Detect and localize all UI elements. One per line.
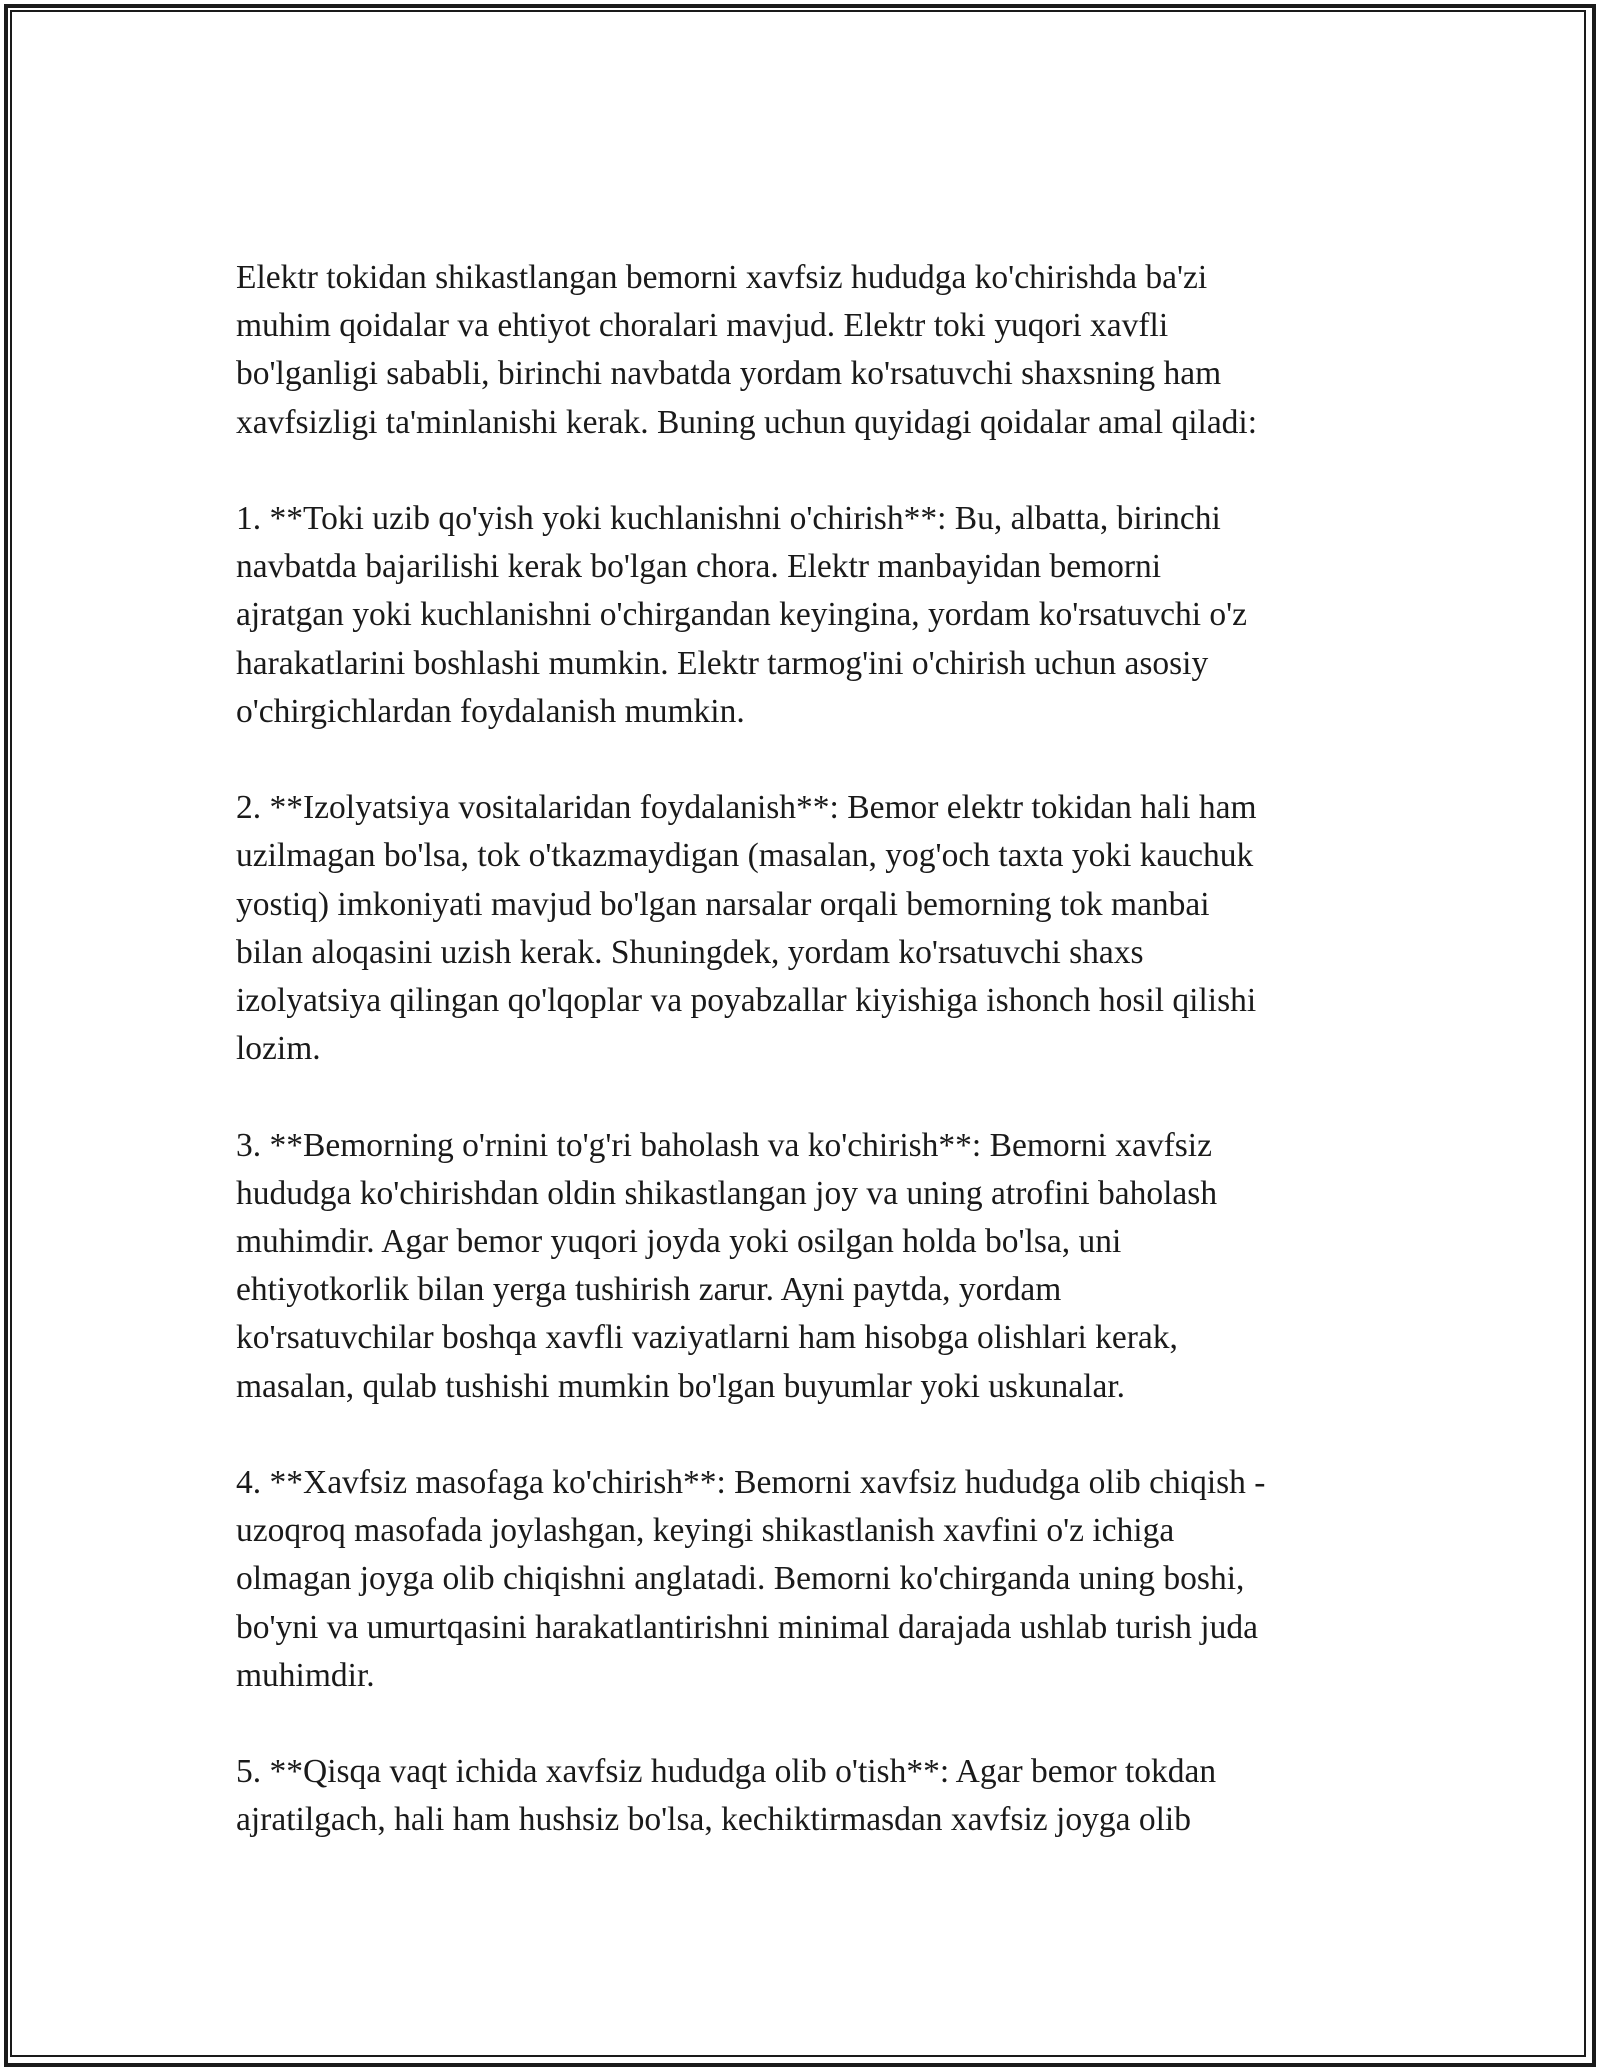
text-line: 3. **Bemorning o'rnini to'g'ri baholash va ko'chirish**: Bemorni xavfsiz bbox=[236, 1126, 1212, 1164]
text-line: masalan, qulab tushishi mumkin bo'lgan buyumlar yoki uskunalar. bbox=[236, 1367, 1126, 1405]
text-line: bilan aloqasini uzish kerak. Shuningdek, yordam ko'rsatuvchi shaxs bbox=[236, 933, 1144, 971]
text-line: ajratgan yoki kuchlanishni o'chirgandan keyingina, yordam ko'rsatuvchi o'z bbox=[236, 596, 1248, 634]
text-line: muhimdir. Agar bemor yuqori joyda yoki osilgan holda bo'lsa, uni bbox=[236, 1223, 1122, 1261]
text-line: hududga ko'chirishdan oldin shikastlangan joy va uning atrofini baholash bbox=[236, 1174, 1218, 1212]
text-line: 5. **Qisqa vaqt ichida xavfsiz hududga olib o'tish**: Agar bemor tokdan bbox=[236, 1753, 1217, 1791]
paragraph-item-2 bbox=[236, 784, 1396, 1073]
text-line: ehtiyotkorlik bilan yerga tushirish zarur. Ayni paytda, yordam bbox=[236, 1271, 1062, 1309]
text-line: olmagan joyga olib chiqishni anglatadi. Bemorni ko'chirganda uning boshi, bbox=[236, 1560, 1245, 1598]
text-line: muhimdir. bbox=[236, 1656, 375, 1694]
text-line: Elektr tokidan shikastlangan bemorni xavfsiz hududga ko'chirishda ba'zi bbox=[236, 259, 1208, 296]
text-line: 2. **Izolyatsiya vositalaridan foydalanish**: Bemor elektr tokidan hali ham bbox=[236, 789, 1257, 827]
text-line: ajratilgach, hali ham hushsiz bo'lsa, kechiktirmasdan xavfsiz joyga olib bbox=[236, 1801, 1191, 1839]
text-line: navbatda bajarilishi kerak bo'lgan chora. Elektr manbayidan bemorni bbox=[236, 548, 1162, 586]
text-line: uzoqroq masofada joylashgan, keyingi shikastlanish xavfini o'z ichiga bbox=[236, 1512, 1175, 1550]
text-line: 4. **Xavfsiz masofaga ko'chirish**: Bemorni xavfsiz hududga olib chiqish - bbox=[236, 1464, 1266, 1502]
text-line: bo'yni va umurtqasini harakatlantirishni minimal darajada ushlab turish juda bbox=[236, 1608, 1258, 1646]
text-line: muhim qoidalar va ehtiyot choralari mavjud. Elektr toki yuqori xavfli bbox=[236, 307, 1169, 345]
text-line: yostiq) imkoniyati mavjud bo'lgan narsalar orqali bemorning tok manbai bbox=[236, 885, 1210, 923]
text-line: izolyatsiya qilingan qo'lqoplar va poyabzallar kiyishiga ishonch hosil qilishi bbox=[236, 982, 1257, 1020]
text-line: ko'rsatuvchilar boshqa xavfli vaziyatlarni ham hisobga olishlari kerak, bbox=[236, 1319, 1178, 1357]
text-line: bo'lganligi sababli, birinchi navbatda yordam ko'rsatuvchi shaxsning ham bbox=[236, 355, 1222, 393]
text-line: harakatlarini boshlashi mumkin. Elektr tarmog'ini o'chirish uchun asosiy bbox=[236, 644, 1209, 682]
text-line: o'chirgichlardan foydalanish mumkin. bbox=[236, 692, 745, 730]
document-body bbox=[236, 254, 1396, 1893]
paragraph-item-4 bbox=[236, 1459, 1396, 1700]
text-line: uzilmagan bo'lsa, tok o'tkazmaydigan (masalan, yog'och taxta yoki kauchuk bbox=[236, 837, 1254, 875]
text-line: 1. **Toki uzib qo'yish yoki kuchlanishni o'chirish**: Bu, albatta, birinchi bbox=[236, 500, 1221, 537]
paragraph-intro bbox=[236, 254, 1396, 447]
paragraph-item-1 bbox=[236, 495, 1396, 736]
paragraph-item-3 bbox=[236, 1122, 1396, 1411]
paragraph-item-5 bbox=[236, 1748, 1396, 1844]
text-line: lozim. bbox=[236, 1030, 321, 1068]
text-line: xavfsizligi ta'minlanishi kerak. Buning uchun quyidagi qoidalar amal qiladi: bbox=[236, 403, 1258, 441]
